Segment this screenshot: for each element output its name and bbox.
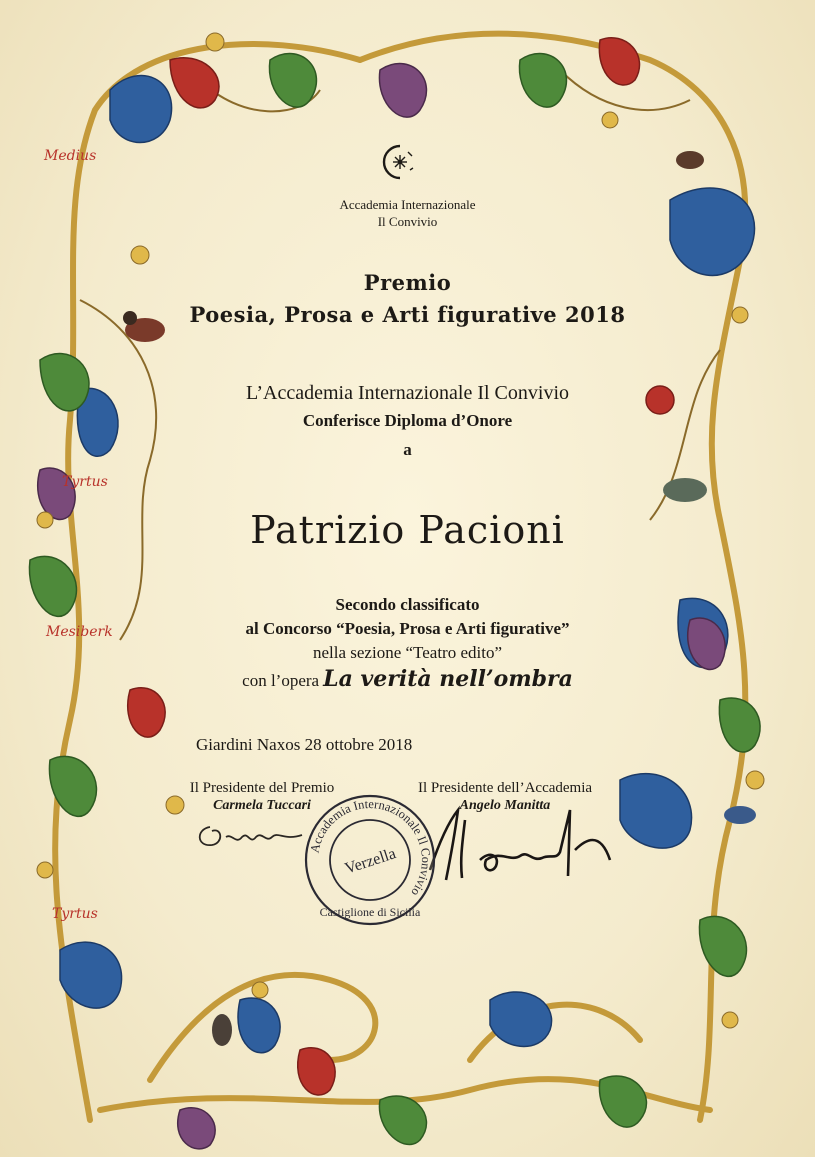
border-label-3: Mesiberk	[46, 624, 113, 640]
work-title: La verità nell’ombra	[323, 666, 573, 692]
result-line3: nella sezione “Teatro edito”	[312, 643, 503, 662]
academy-logo-text	[0, 196, 815, 230]
right-signer-title: Il Presidente dell’Accademia	[417, 780, 593, 796]
place-date: Giardini Naxos 28 ottobre 2018	[196, 735, 413, 754]
right-handwritten-signature	[410, 800, 620, 890]
declaration-line2: Conferisce Diploma d’Onore	[302, 411, 513, 430]
declaration-line1: L’Accademia Internazionale Il Convivio	[245, 382, 570, 404]
stamp-ring-text: Accademia Internazionale Il Convivio	[307, 796, 434, 899]
academy-stamp	[300, 790, 440, 930]
award-title-line2: Poesia, Prosa e Arti figurative 2018	[189, 302, 626, 327]
award-title-line1: Premio	[363, 270, 452, 295]
right-signer-name: Angelo Manitta	[459, 798, 551, 813]
academy-logo-line2: Il Convivio	[377, 214, 438, 229]
left-signer-title: Il Presidente del Premio	[189, 780, 335, 796]
border-label-2: Tyrtus	[62, 474, 108, 490]
work-line	[0, 666, 815, 692]
academy-logo-icon	[378, 142, 418, 182]
stamp-center-text: Verzella	[342, 845, 399, 878]
left-handwritten-signature	[192, 815, 312, 855]
result-line2: al Concorso “Poesia, Prosa e Arti figurative”	[245, 619, 570, 638]
border-label-4: Tyrtus	[52, 906, 98, 922]
left-signer-name: Carmela Tuccari	[213, 798, 311, 813]
stamp-bottom-text: Castiglione di Sicilia	[319, 905, 421, 919]
border-label-1: Medius	[44, 148, 97, 164]
work-prefix: con l’opera	[242, 671, 320, 690]
academy-logo-line1: Accademia Internazionale	[339, 197, 476, 212]
result-line1: Secondo classificato	[335, 595, 480, 614]
recipient-name: Patrizio Pacioni	[250, 508, 565, 552]
declaration-line3: a	[403, 440, 412, 459]
